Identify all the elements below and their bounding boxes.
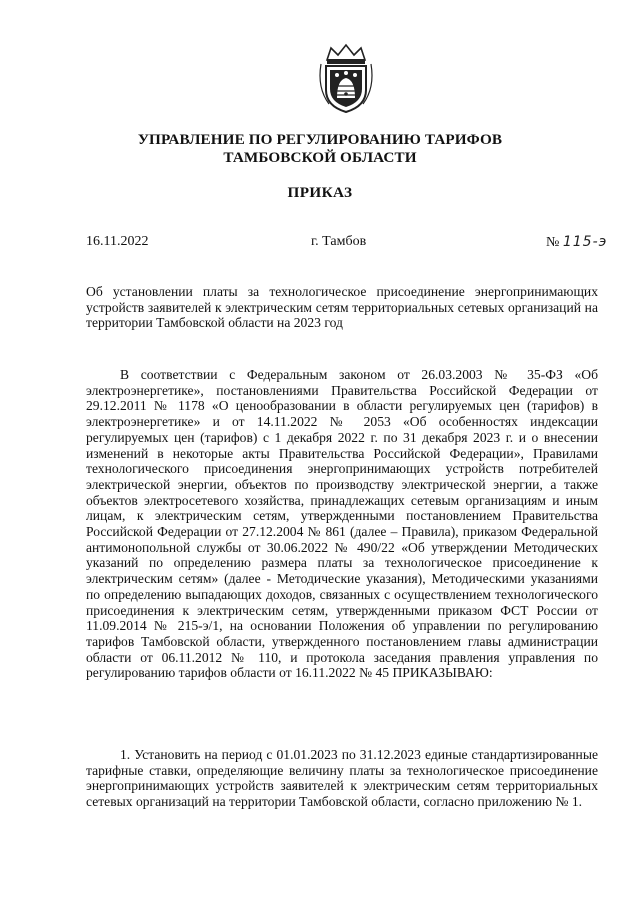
coat-of-arms-icon [313, 42, 379, 114]
org-line-1: УПРАВЛЕНИЕ ПО РЕГУЛИРОВАНИЮ ТАРИФОВ [137, 131, 503, 148]
document-number [546, 234, 607, 251]
document-subject: Об установлении платы за технологическое присоединение энергопринимающих устройств заявителей к электрическим сетям территориальных сетевых организаций на территории Тамбовской области на 2023 год [86, 284, 598, 331]
number-label: № [546, 235, 560, 250]
document-city: г. Тамбов [311, 234, 367, 249]
document-type-title: ПРИКАЗ [287, 184, 353, 201]
preamble-paragraph: В соответствии с Федеральным законом от 26.03.2003 № 35-ФЗ «Об электроэнергетике», постановлениями Правительства Российской Федерации от 29.12.2011 № 1178 «О ценообразовании в области регулируемых цен (тарифов) в электроэнергетике» и от 14.11.2022 № 2053 «Об особенностях индексации регулируемых цен (тарифов) с 1 декабря 2022 г. по 31 декабря 2023 г. и о внесении изменений в некоторые акты Правительства Российской Федерации», Правилами технологического присоединения энергопринимающих устройств потребителей электрической энергии, объектов по производству электрической энергии, а также объектов электросетевого хозяйства, принадлежащих сетевым организациям и иным лицам, к электрическим сетям, утвержденными постановлением Правительства Российской Федерации от 27.12.2004 № 861 (далее – Правила), приказом Федеральной антимонопольной службы от 30.06.2022 № 490/22 «Об утверждении Методических указаний по определению размера платы за технологическое присоединение к электрическим сетям» (далее - Методические указания), Методическими указаниями по определению выпадающих доходов, связанных с осуществлением технологического присоединения к электрическим сетям, утвержденными приказом ФСТ России от 11.09.2014 № 215-э/1, на основании Положения об управлении по регулированию тарифов Тамбовской области, утвержденного постановлением главы администрации области от 06.11.2012 № 110, и протокола заседания правления управления по регулированию тарифов области от 16.11.2022 № 45 ПРИКАЗЫВАЮ: [86, 367, 598, 681]
order-item-1: 1. Установить на период с 01.01.2023 по 31.12.2023 единые стандартизированные тарифные ставки, определяющие величину платы за технологическое присоединение энергопринимающих устройств заявителей к электрическим сетям территориальных сетевых организаций на территории Тамбовской области, согласно приложению № 1. [86, 747, 598, 810]
organization-name [60, 131, 580, 167]
org-line-2: ТАМБОВСКОЙ ОБЛАСТИ [223, 149, 417, 166]
document-date: 16.11.2022 [86, 234, 149, 249]
handwritten-number: 115-э [562, 234, 608, 250]
